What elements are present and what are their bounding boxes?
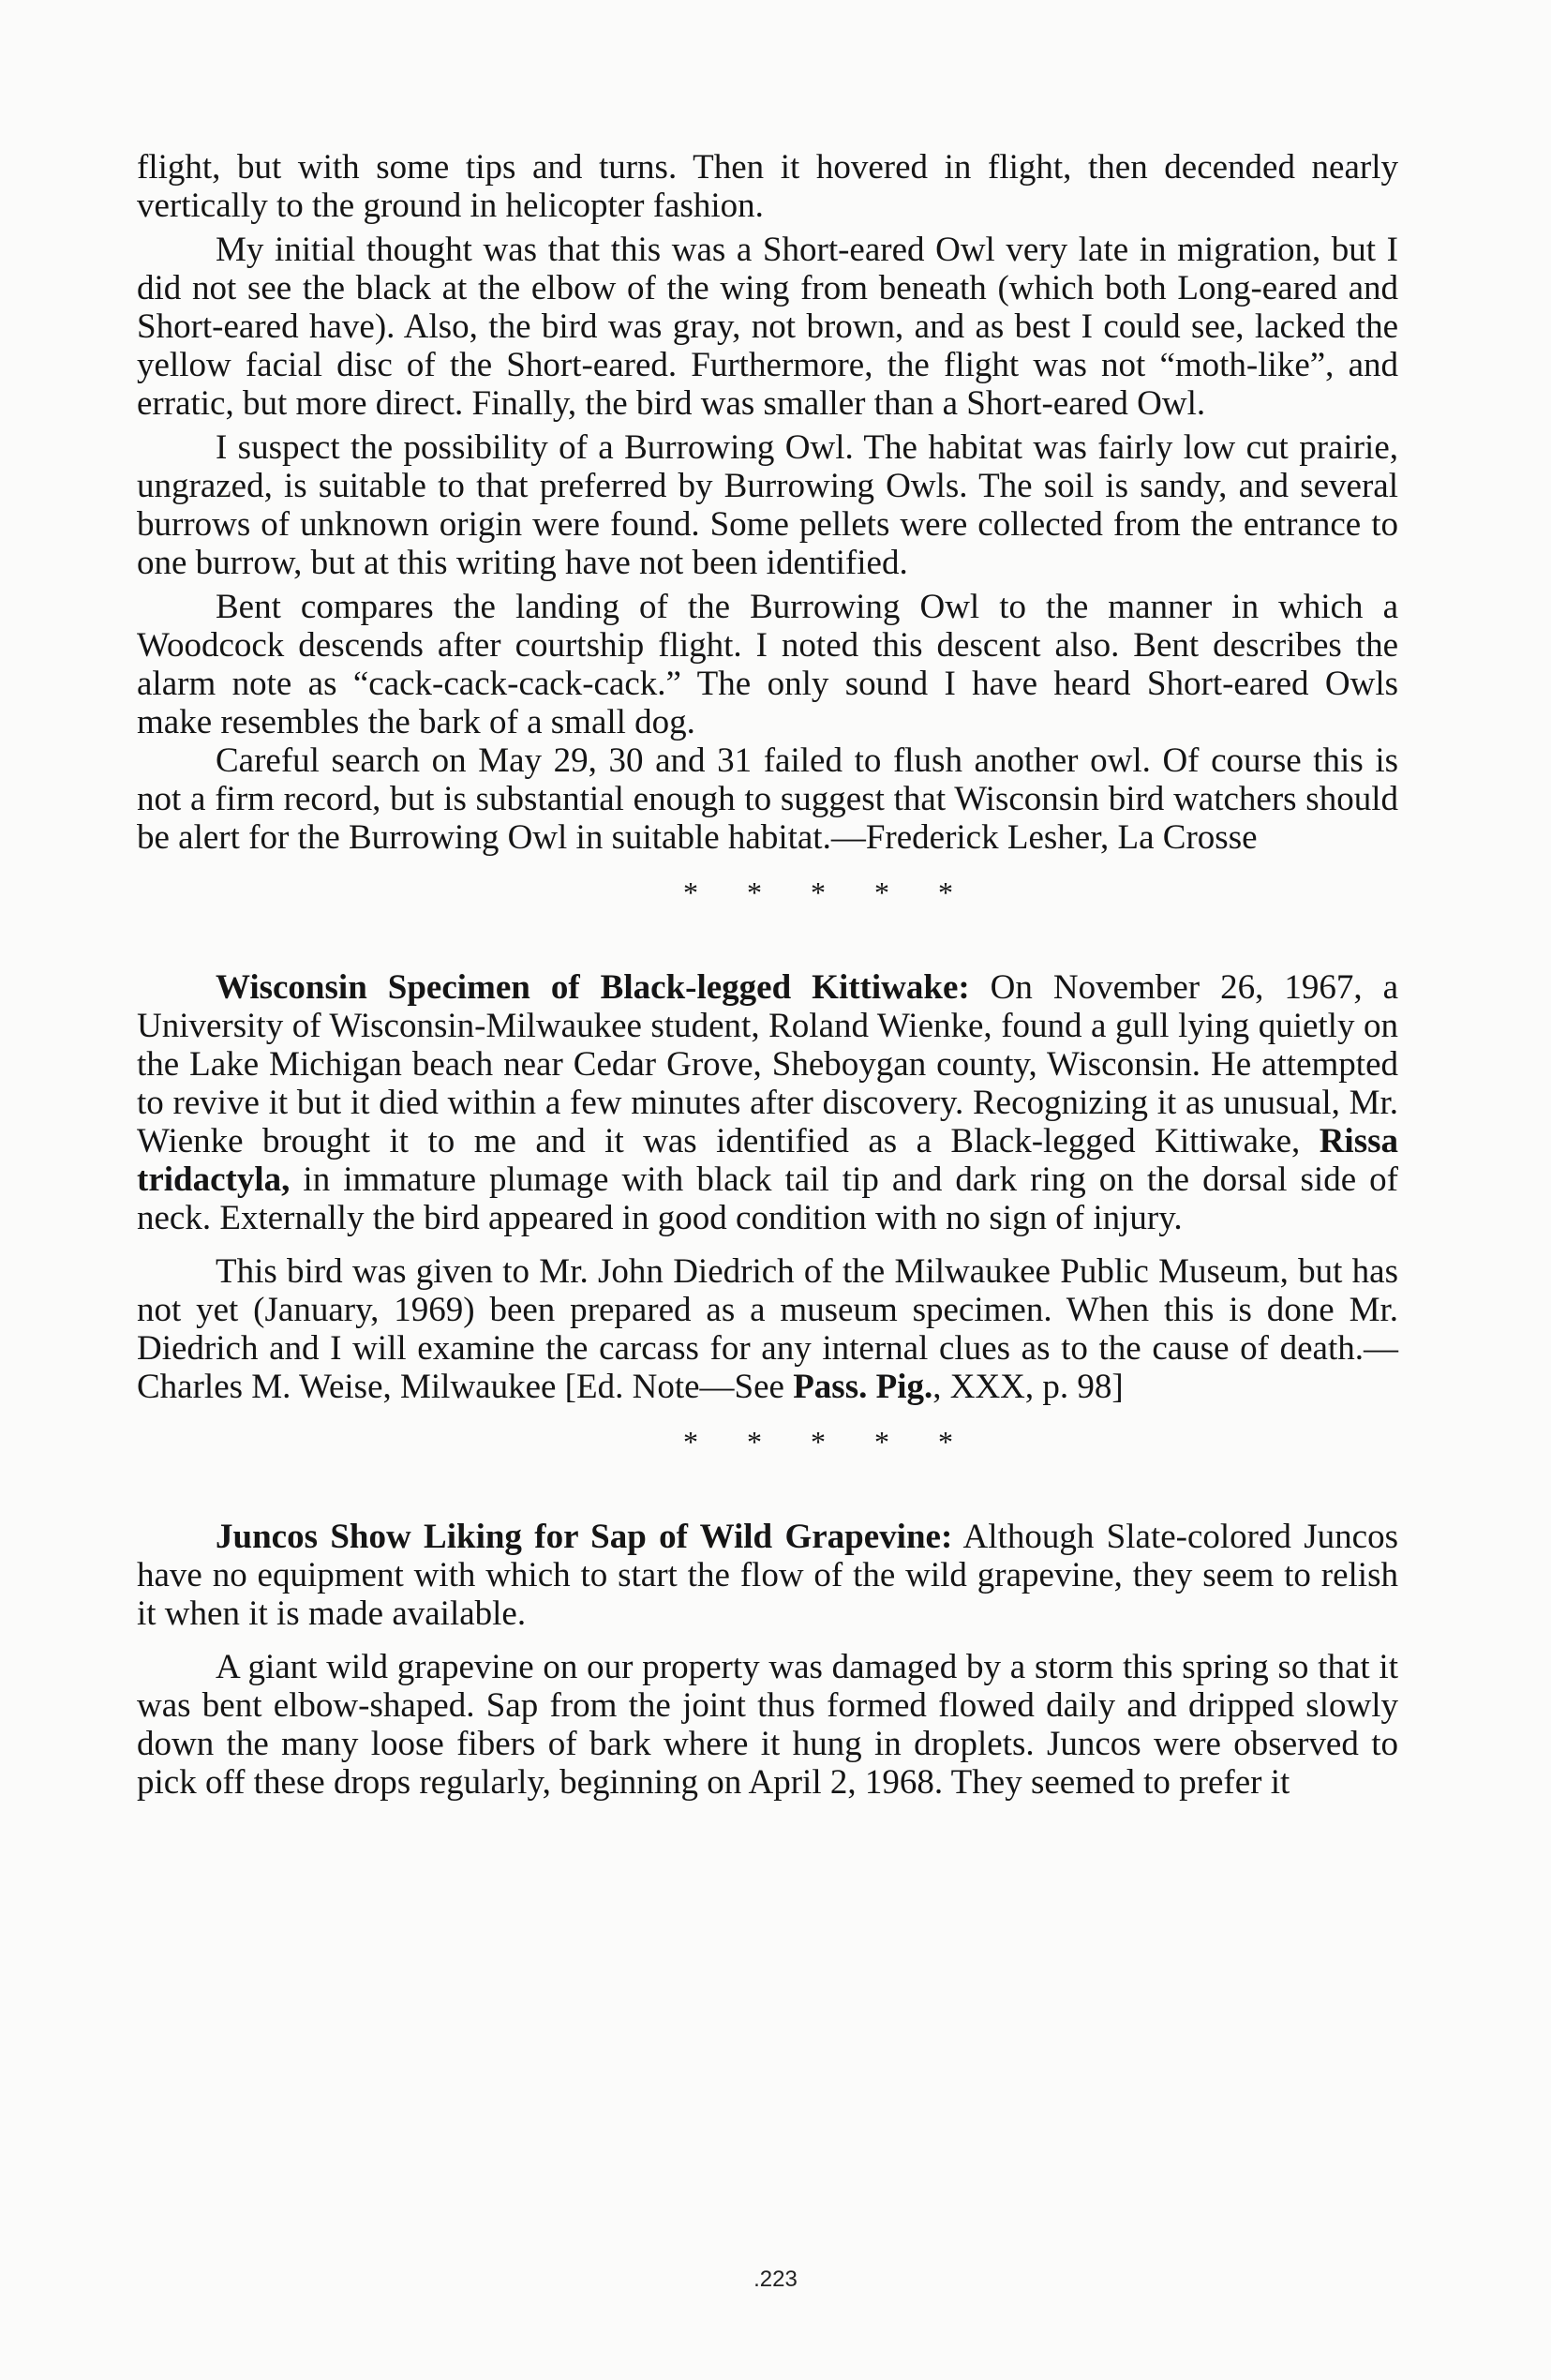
paragraph-burrowing-owl: I suspect the possibility of a Burrowing Owl. The habitat was fairly low cut prairie, ungrazed, is suitable to that preferred by Burrowing Owls. The soil is sandy, and several burrows of unknown origin were found. Some pellets were collected from the entrance to one burrow, but at this writing have not been identified. — [137, 428, 1398, 582]
paragraph-juncos-2: A giant wild grapevine on our property was damaged by a storm this spring so that it was bent elbow-shaped. Sap from the joint thus formed flowed daily and dripped slowly down the many loose fibers of bark where it hung in droplets. Juncos were observed to pick off these drops regularly, beginning on April 2, 1968. They seemed to prefer it — [137, 1648, 1398, 1802]
paragraph-bent-comparison: Bent compares the landing of the Burrowing Owl to the manner in which a Woodcock descends after courtship flight. I noted this descent also. Bent describes the alarm note as “cack-cack-cack-cack.” The only sound I have heard Short-eared Owls make resembles the bark of a small dog. — [137, 588, 1398, 741]
paragraph-owl-flight: flight, but with some tips and turns. Then it hovered in flight, then decended nearly vertically to the ground in helicopter fashion. — [137, 148, 1398, 225]
journal-reference: Pass. Pig. — [793, 1368, 933, 1406]
paragraph-kittiwake-1 — [137, 968, 1398, 1237]
paragraph-kittiwake-2 — [137, 1252, 1398, 1406]
paragraph-juncos-1 — [137, 1518, 1398, 1633]
kittiwake-text-a: On November 26, 1967, a University of Wisconsin-Milwaukee student, Roland Wienke, found a gull lying quietly on the Lake Michigan beach near Cedar Grove, Sheboygan county, Wisconsin. He attempted to revive it but it died within a few minutes after discovery. Recognizing it as unusual, Mr. Wienke brought it to me and it was identified as a Black-legged Kittiwake, — [137, 968, 1398, 1160]
juncos-text: Although Slate-colored Juncos have no equipment with which to start the flow of the wild grapevine, they seem to relish it when it is made available. — [137, 1518, 1398, 1633]
kittiwake-museum-text: This bird was given to Mr. John Diedrich of the Milwaukee Public Museum, but has not yet (January, 1969) been prepared as a museum specimen. When this is done Mr. Diedrich and I will examine the carcass for any internal clues as to the cause of death.—Charles M. Weise, Milwaukee [Ed. Note—See — [137, 1252, 1398, 1406]
section-separator-2: * * * * * — [683, 1425, 974, 1459]
section-heading-kittiwake: Wisconsin Specimen of Black-legged Kittiwake: — [216, 968, 970, 1007]
kittiwake-text-b: in immature plumage with black tail tip and dark ring on the dorsal side of neck. Externally the bird appeared in good condition with no sign of injury. — [137, 1160, 1398, 1237]
page-number — [0, 2267, 1551, 2293]
page-number-text: .223 — [753, 2267, 798, 2292]
kittiwake-note-end: , XXX, p. 98] — [932, 1368, 1124, 1406]
section-heading-juncos: Juncos Show Liking for Sap of Wild Grapevine: — [216, 1518, 953, 1556]
paragraph-owl-identification: My initial thought was that this was a Short-eared Owl very late in migration, but I did not see the black at the elbow of the wing from beneath (which both Long-eared and Short-eared have). Also, the bird was gray, not brown, and as best I could see, lacked the yellow facial disc of the Short-eared. Furthermore, the flight was not “moth-like”, and erratic, but more direct. Finally, the bird was smaller than a Short-eared Owl. — [137, 231, 1398, 423]
species-name: Rissa tridactyla, — [137, 1122, 1398, 1199]
paragraph-careful-search: Careful search on May 29, 30 and 31 failed to flush another owl. Of course this is not a firm record, but is substantial enough to suggest that Wisconsin bird watchers should be alert for the Burrowing Owl in suitable habitat.—Frederick Lesher, La Crosse — [137, 741, 1398, 857]
page-body — [137, 148, 1398, 1802]
section-separator: * * * * * — [683, 876, 974, 909]
